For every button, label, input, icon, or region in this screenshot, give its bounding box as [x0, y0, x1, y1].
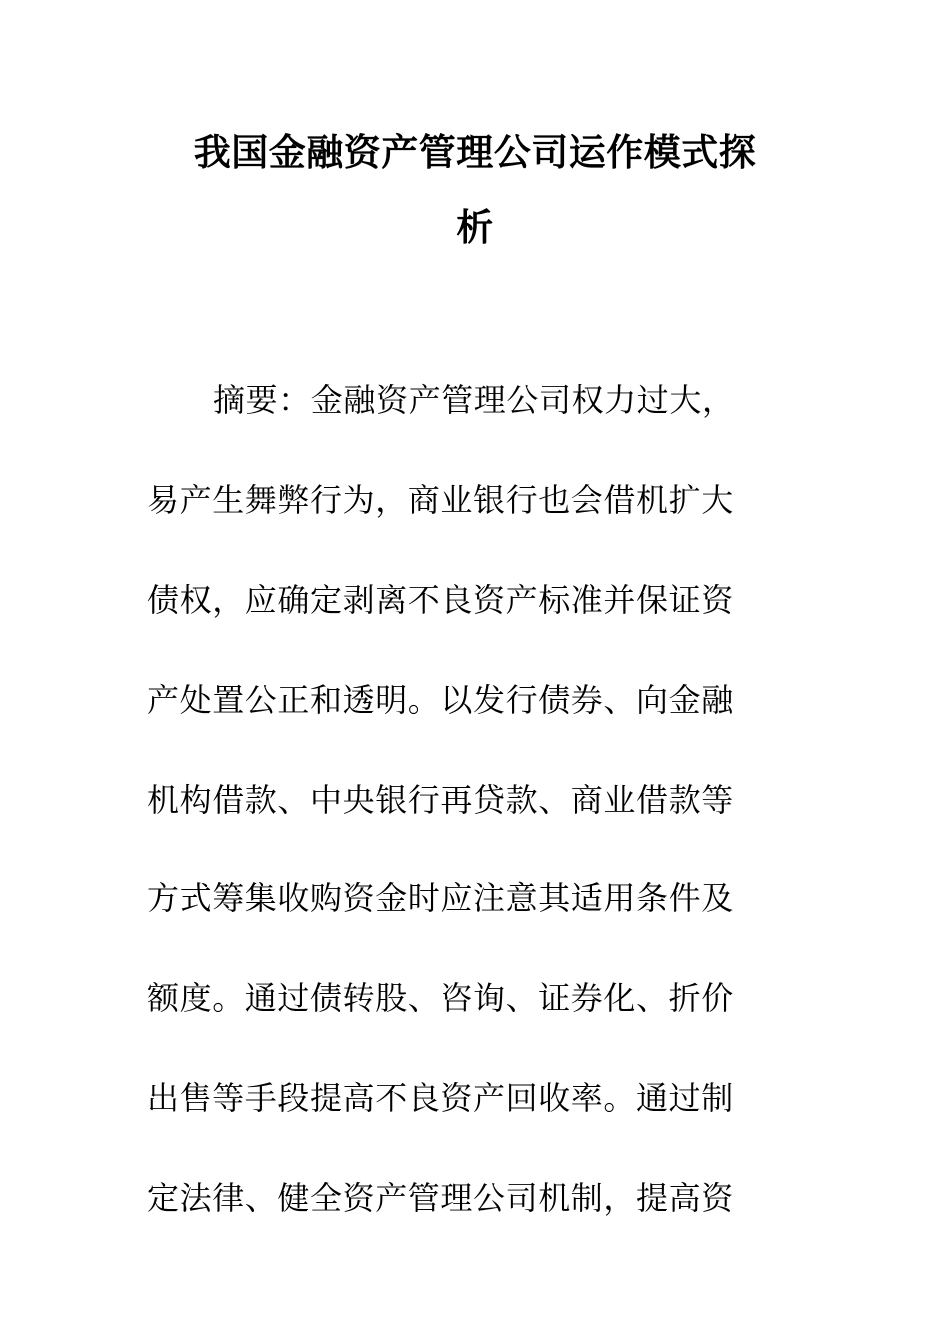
abstract-line-2: 易产生舞弊行为，商业银行也会借机扩大 [147, 481, 734, 519]
document-title-line-1: 我国金融资产管理公司运作模式探 [193, 130, 757, 174]
abstract-line-9: 定法律、健全资产管理公司机制，提高资 [147, 1179, 734, 1217]
abstract-line-3: 债权，应确定剥离不良资产标准并保证资 [147, 581, 734, 619]
abstract-line-1: 摘要：金融资产管理公司权力过大， [213, 381, 735, 419]
abstract-line-5: 机构借款、中央银行再贷款、商业借款等 [147, 781, 734, 819]
document-title-line-2: 析 [456, 205, 494, 249]
abstract-line-6: 方式筹集收购资金时应注意其适用条件及 [147, 879, 734, 917]
abstract-line-7: 额度。通过债转股、咨询、证券化、折价 [147, 979, 734, 1017]
abstract-line-4: 产处置公正和透明。以发行债券、向金融 [147, 681, 734, 719]
abstract-line-8: 出售等手段提高不良资产回收率。通过制 [147, 1079, 734, 1117]
